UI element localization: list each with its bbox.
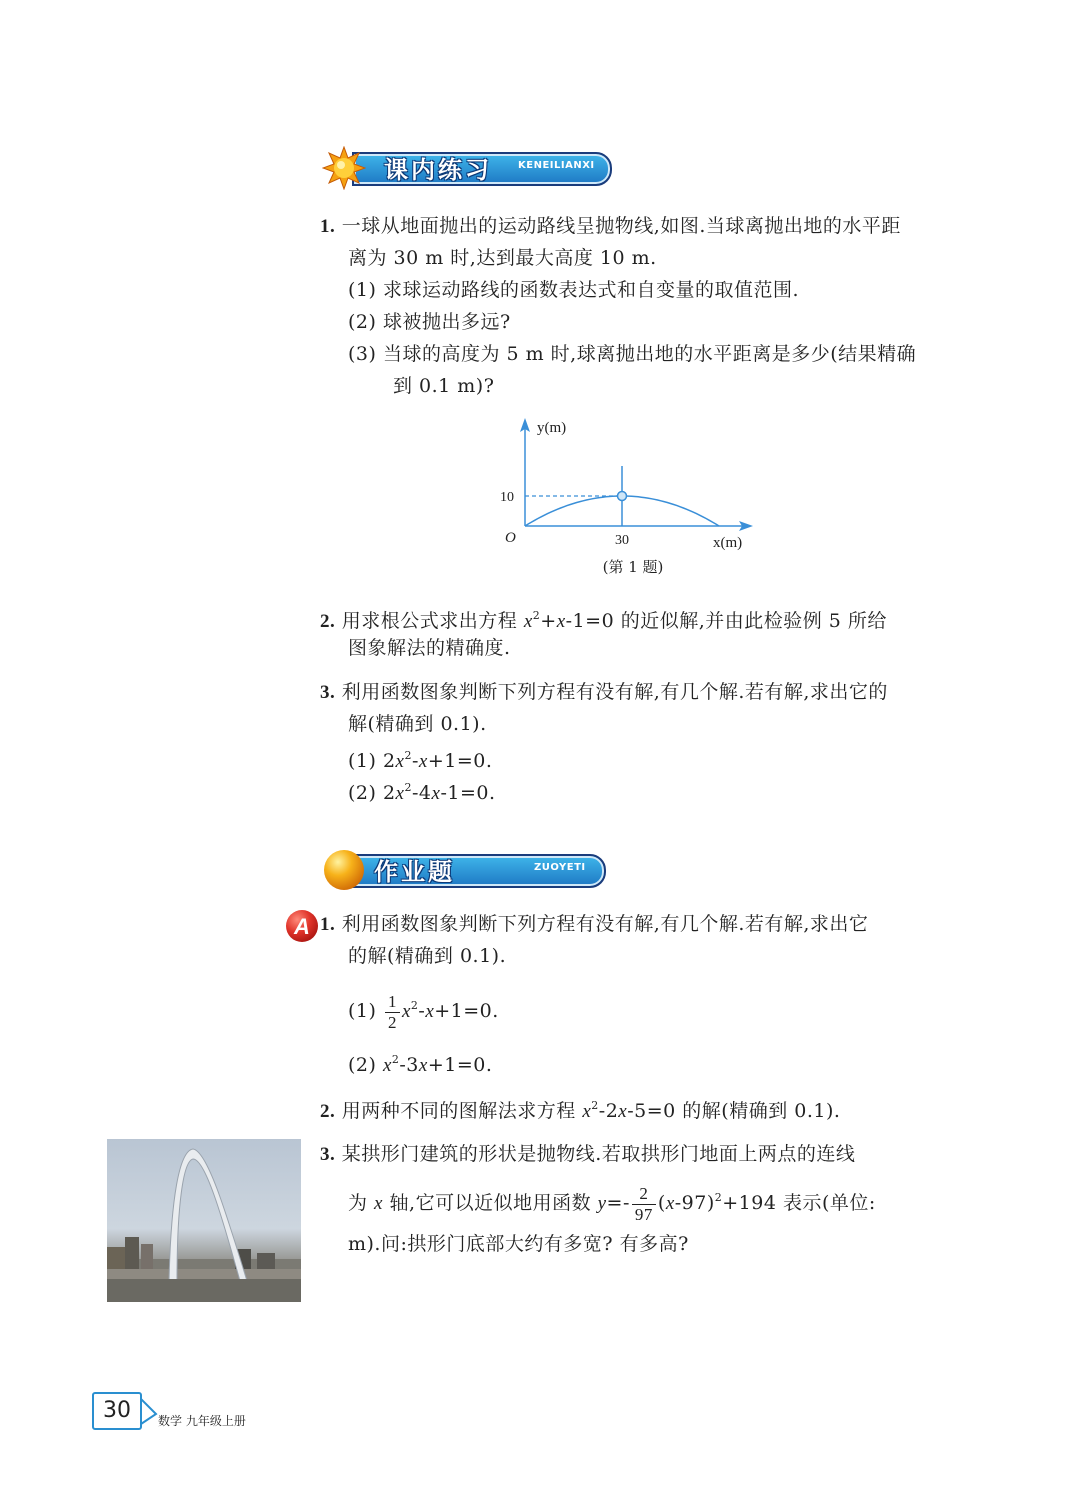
homework-2-line-1: 2. 用两种不同的图解法求方程 $x^2-2x-5=0$ 的解(精确到 0.1). — [320, 1099, 841, 1122]
page-number: 30 — [92, 1392, 142, 1430]
book-title: 数学 九年级上册 — [158, 1414, 246, 1428]
exercise-2-line-1: 2. 用求根公式求出方程 $x^2+x-1=0$ 的近似解,并由此检验例 5 所给 — [320, 609, 887, 632]
homework-3-line-2: 为 x 轴,它可以近似地用函数 y=- $\frac{2}{97}$ $(x-97)^2+194$ 表示(单位: — [348, 1183, 876, 1224]
section-title: 课内练习 — [384, 156, 492, 184]
fraction-two-ninety-seven: $\frac{2}{97}$ — [632, 1184, 656, 1225]
exercise-2-line-2: 图象解法的精确度. — [348, 637, 511, 659]
section-header-homework — [322, 848, 612, 888]
sun-icon — [322, 146, 366, 190]
section-header-practice — [322, 146, 622, 186]
exercise-1-sub-2: (2) 球被抛出多远? — [348, 311, 511, 333]
homework-1-line-2: 的解(精确到 0.1). — [348, 945, 507, 967]
fraction-one-half: $\frac{1}{2}$ — [385, 992, 400, 1033]
x-axis-label: x(m) — [713, 535, 743, 551]
y-tick-label: 10 — [500, 490, 514, 505]
level-a-badge-icon — [284, 908, 320, 944]
x-tick-label: 30 — [615, 533, 629, 548]
section-title: 作业题 — [374, 858, 455, 886]
vertex-point — [618, 492, 627, 501]
y-axis-label: y(m) — [537, 420, 567, 436]
exercise-3-sub-2: (2) $2x^2-4x-1=0$. — [348, 781, 496, 804]
exercise-3-sub-1: (1) $2x^2-x+1=0$. — [348, 749, 493, 772]
homework-1-sub-1: (1) $\frac{1}{2}$ $x^2-x+1=0$. — [348, 991, 499, 1032]
exercise-1-line-1: 1. 一球从地面抛出的运动路线呈抛物线,如图.当球离抛出地的水平距 — [320, 215, 901, 237]
exercise-3-line-1: 3. 利用函数图象判断下列方程有没有解,有几个解.若有解,求出它的 — [320, 681, 888, 703]
orange-sphere-icon — [322, 848, 366, 892]
exercise-1-line-2: 离为 30 m 时,达到最大高度 10 m. — [348, 247, 657, 269]
exercise-1-sub-3b: 到 0.1 m)? — [393, 375, 495, 397]
chart-caption: (第 1 题) — [602, 558, 664, 576]
homework-3-line-3: m).问:拱形门底部大约有多宽? 有多高? — [348, 1233, 689, 1255]
homework-1-sub-2: (2) $x^2-3x+1=0$. — [348, 1053, 493, 1076]
exercise-1-sub-3a: (3) 当球的高度为 5 m 时,球离抛出地的水平距离是多少(结果精确 — [348, 343, 917, 365]
homework-3-line-1: 3. 某拱形门建筑的形状是抛物线.若取拱形门地面上两点的连线 — [320, 1143, 856, 1165]
section-subtitle: ZUOYETI — [534, 862, 586, 873]
origin-label: O — [505, 530, 516, 546]
parabola-chart — [495, 410, 765, 580]
exercise-3-line-2: 解(精确到 0.1). — [348, 713, 487, 735]
section-subtitle: KENEILIANXI — [518, 160, 595, 171]
exercise-1-sub-1: (1) 求球运动路线的函数表达式和自变量的取值范围. — [348, 279, 799, 301]
gateway-arch-photo — [107, 1139, 301, 1302]
homework-1-line-1: 1. 利用函数图象判断下列方程有没有解,有几个解.若有解,求出它 — [320, 913, 869, 935]
svg-text:A: A — [294, 914, 310, 939]
